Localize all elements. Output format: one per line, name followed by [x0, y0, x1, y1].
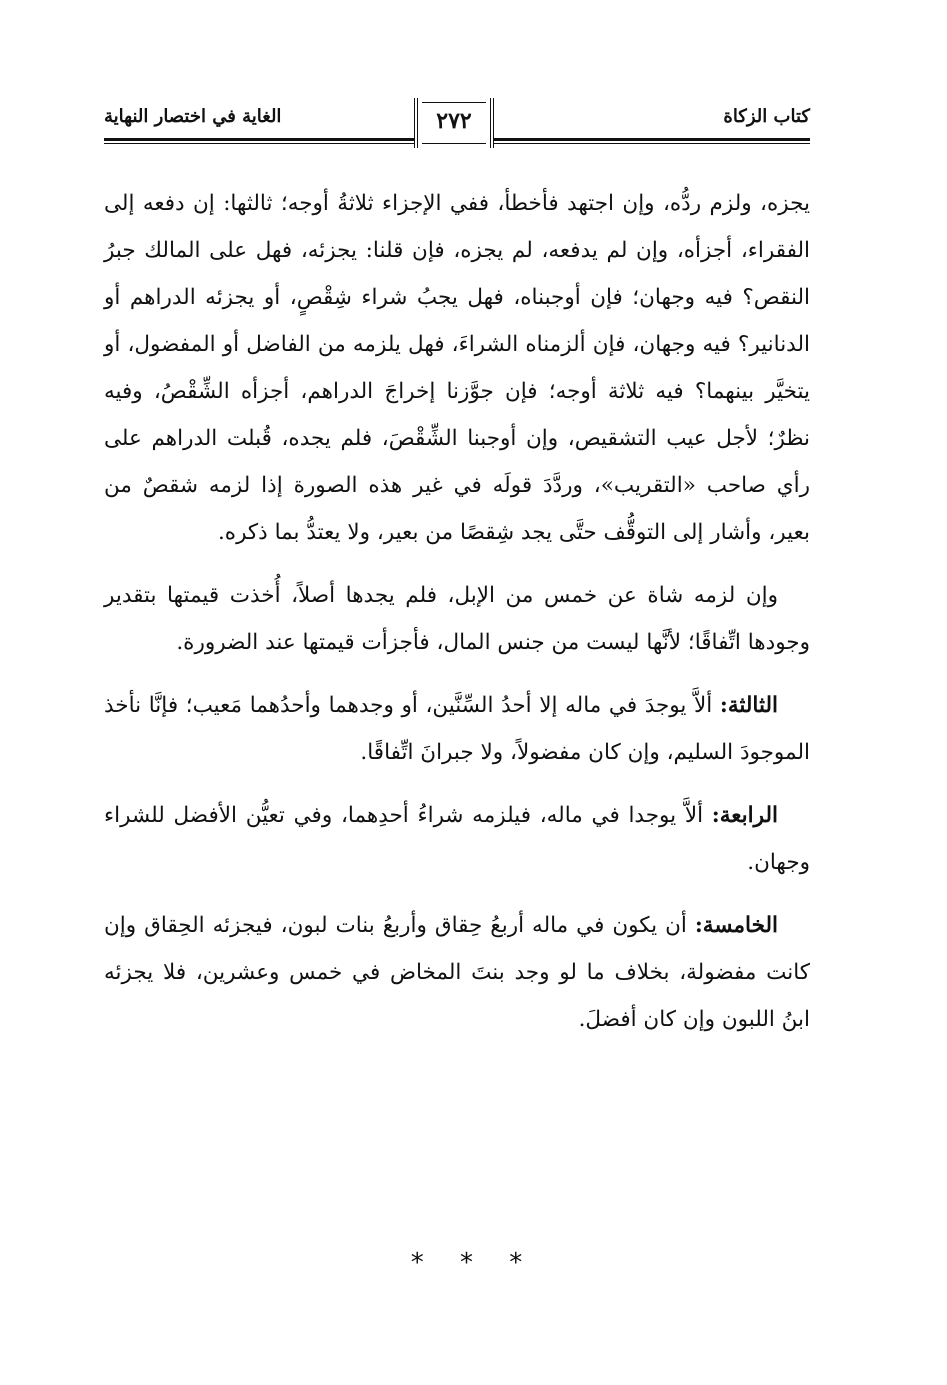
- paragraph: [104, 682, 810, 776]
- page-body: [104, 180, 810, 1059]
- paragraph-lead: الخامسة:: [694, 913, 778, 938]
- paragraph-text: يجزه، ولزم ردُّه، وإن اجتهد فأخطأ، ففي الإجزاء ثلاثةُ أوجه؛ ثالثها: إن دفعه إلى الفقراء، أجزأه، وإن لم يدفعه، لم يجزه، فإن قلنا: يجزئه، فهل على المالك جبرُ النقص؟ فيه وجهان؛ فإن أوجبناه، فهل يجبُ شراء شِقْصٍ، أو يجزئه الدراهم أو الدنانير؟ فيه وجهان، فإن ألزمناه الشراءَ، فهل يلزمه من الفاضل أو المفضول، أو يتخيَّر بينهما؟ فيه ثلاثة أوجه؛ فإن جوَّزنا إخراجَ الدراهم، أجزأه الشِّقْصُ، وفيه نظرٌ؛ لأجل عيب التشقيص، وإن أوجبنا الشِّقْصَ، فلم يجده، قُبلت الدراهم على رأي صاحب «التقريب»، وردَّدَ قولَه في غير هذه الصورة إذا لزمه شقصٌ من بعير، وأشار إلى التوقُّف حتَّى يجد شِقصًا من بعير، ولا يعتدُّ بما ذكره.: [104, 191, 810, 545]
- paragraph: [104, 792, 810, 886]
- paragraph: [104, 572, 810, 666]
- paragraph-text: أن يكون في ماله أربعُ حِقاق وأربعُ بنات لبون، فيجزئه الحِقاق وإن كانت مفضولة، بخلاف ما لو وجد بنتَ المخاض في خمس وعشرين، فلا يجزئه ابنُ اللبون وإن كان أفضلَ.: [104, 913, 810, 1032]
- page-number-frame: [414, 98, 494, 148]
- section-ornament: * * *: [410, 1248, 537, 1278]
- paragraph-lead: الرابعة:: [711, 803, 778, 828]
- book-title: الغاية في اختصار النهاية: [104, 106, 282, 127]
- paragraph: [104, 180, 810, 556]
- chapter-title: كتاب الزكاة: [723, 106, 810, 127]
- paragraph-text: ألاَّ يوجدا في ماله، فيلزمه شراءُ أحدِهما، وفي تعيُّن الأفضل للشراء وجهان.: [104, 803, 810, 875]
- paragraph-text: ألاَّ يوجدَ في ماله إلا أحدُ السِّنَّين، أو وجدهما وأحدُهما مَعيب؛ فإنَّا نأخذ الموجودَ السليم، وإن كان مفضولاً، ولا جبرانَ اتِّفاقًا.: [104, 693, 810, 765]
- page-header: [104, 86, 810, 156]
- paragraph-text: وإن لزمه شاة عن خمس من الإبل، فلم يجدها أصلاً، أُخذت قيمتها بتقدير وجودها اتِّفاقًا؛ لأنَّها ليست من جنس المال، فأجزأت قيمتها عند الضرورة.: [104, 583, 810, 655]
- paragraph: [104, 902, 810, 1043]
- paragraph-lead: الثالثة:: [719, 693, 778, 718]
- page-number: ٢٧٢: [436, 108, 472, 134]
